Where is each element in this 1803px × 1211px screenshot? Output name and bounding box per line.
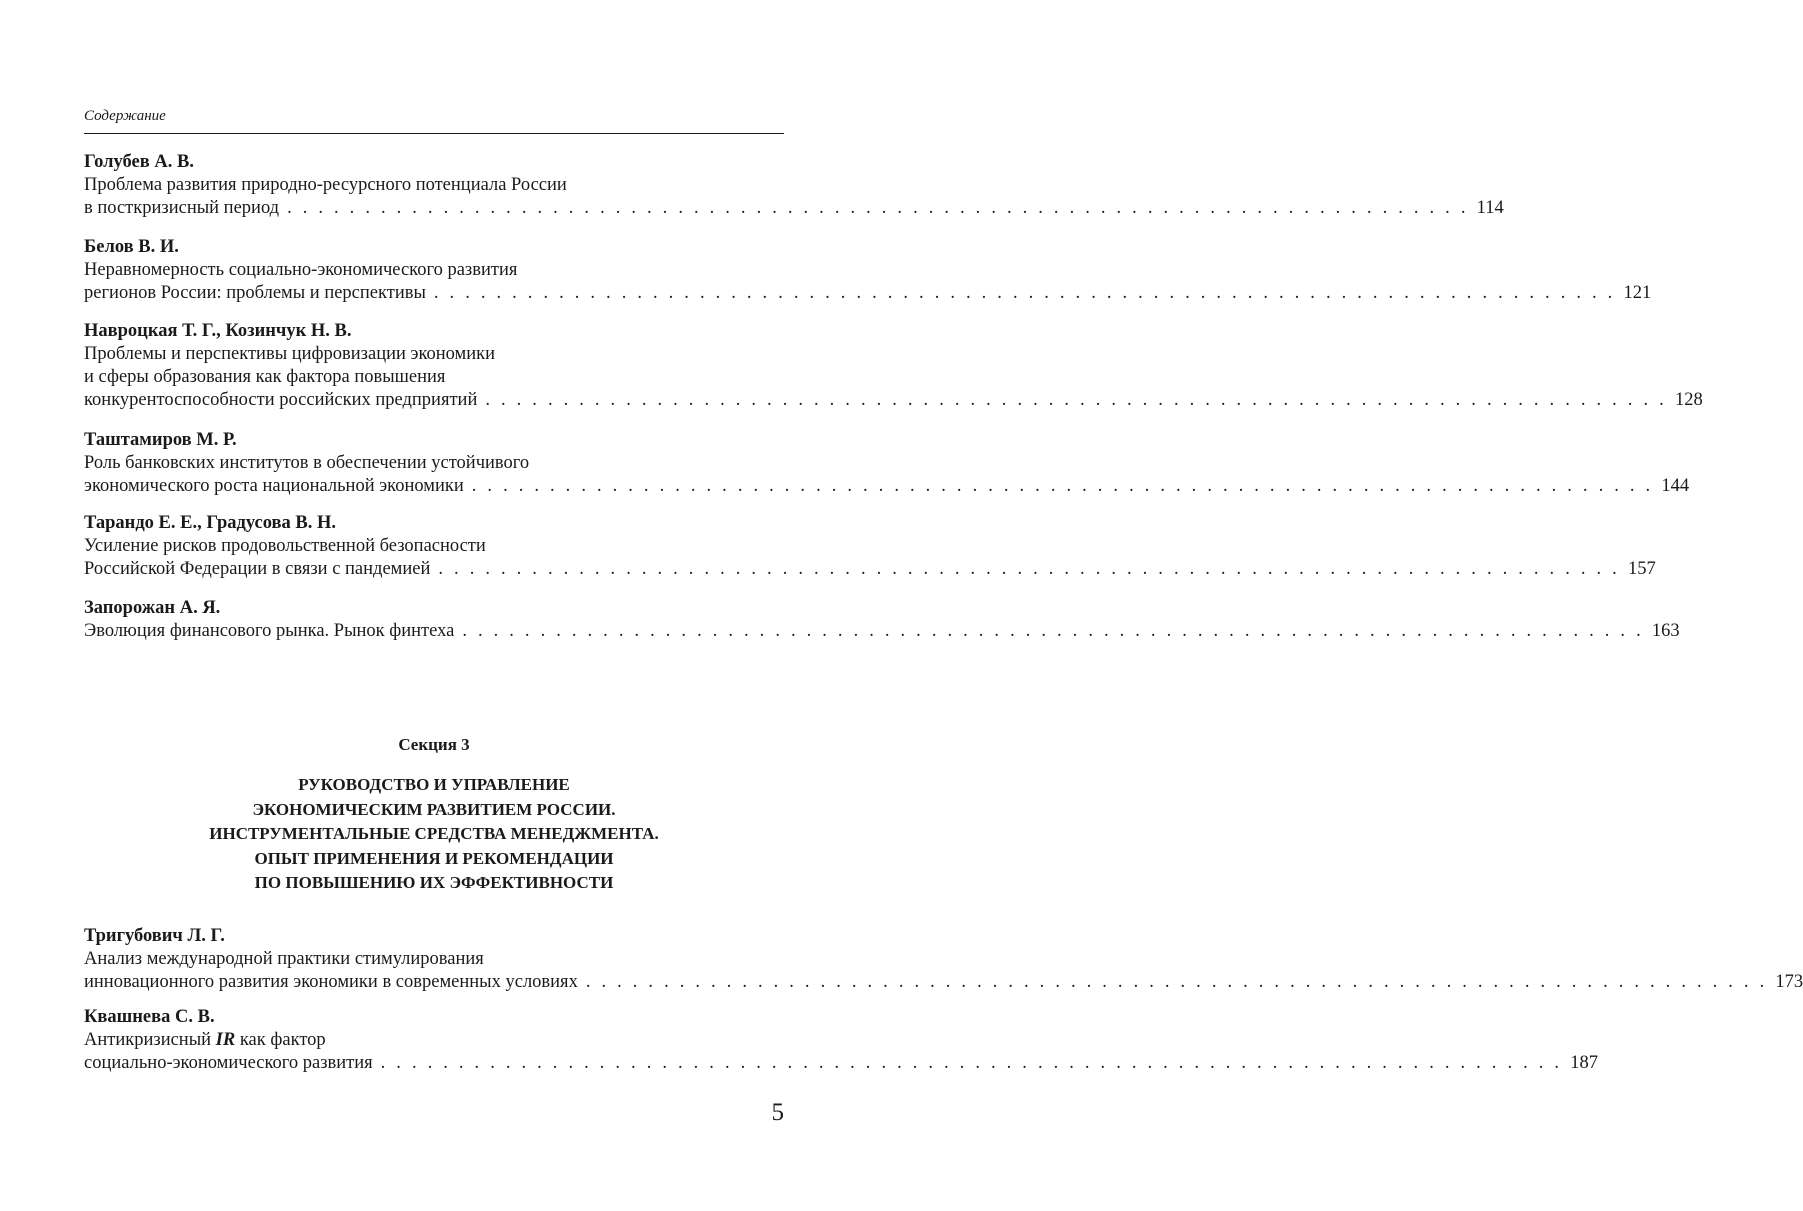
leader-dots: . . . . . . . . . . . . . . . . . . . . . . . . . . . . . . . . . . . . . . . . . . . . . . . . . . . . . . . . . . . . . . . . . . . . . . . . . . . . xyxy=(485,390,1667,410)
entry-title-line: Неравномерность социально-экономического развития xyxy=(84,260,518,280)
toc-entry xyxy=(84,236,1652,305)
leader-dots: . . . . . . . . . . . . . . . . . . . . . . . . . . . . . . . . . . . . . . . . . . . . . . . . . . . . . . . . . . . . . . . . . . . . . . . . . . . . xyxy=(438,559,1620,579)
entry-title-line: социально-экономического развития xyxy=(84,1053,373,1073)
entry-title-line: регионов России: проблемы и перспективы xyxy=(84,283,426,303)
section-title-line: ЭКОНОМИЧЕСКИМ РАЗВИТИЕМ РОССИИ. xyxy=(252,799,616,819)
running-head: Содержание xyxy=(84,108,166,124)
entry-title-line: Проблема развития природно-ресурсного потенциала России xyxy=(84,175,567,195)
section-title-line: ИНСТРУМЕНТАЛЬНЫЕ СРЕДСТВА МЕНЕДЖМЕНТА. xyxy=(209,824,659,843)
entry-last-line xyxy=(84,282,1652,305)
entry-title-line: Российской Федерации в связи с пандемией xyxy=(84,559,431,579)
entry-page-number: 173 xyxy=(1775,972,1803,992)
leader-dots: . . . . . . . . . . . . . . . . . . . . . . . . . . . . . . . . . . . . . . . . . . . . . . . . . . . . . . . . . . . . . . . . . . . . . . . . . . . . xyxy=(287,198,1469,218)
entry-last-line xyxy=(84,197,1504,220)
entry-title-line xyxy=(84,1029,784,1052)
entry-title-line: Усиление рисков продовольственной безопасности xyxy=(84,536,486,556)
entry-title-line: инновационного развития экономики в современных условиях xyxy=(84,972,578,992)
entry-author: Тригубович Л. Г. xyxy=(84,926,225,946)
entry-title-line: Роль банковских институтов в обеспечении устойчивого xyxy=(84,453,530,473)
entry-title-suffix: как фактор xyxy=(235,1030,326,1050)
leader-dots: . . . . . . . . . . . . . . . . . . . . . . . . . . . . . . . . . . . . . . . . . . . . . . . . . . . . . . . . . . . . . . . . . . . . . . . . . . . . xyxy=(462,621,1644,641)
toc-entry xyxy=(84,597,1680,643)
entry-last-line xyxy=(84,1052,1598,1075)
entry-author: Запорожан А. Я. xyxy=(84,598,221,618)
section-title-line: ОПЫТ ПРИМЕНЕНИЯ И РЕКОМЕНДАЦИИ xyxy=(254,848,614,868)
toc-entry xyxy=(84,925,1803,994)
entry-author: Голубев А. В. xyxy=(84,152,194,172)
entry-author: Навроцкая Т. Г., Козинчук Н. В. xyxy=(84,321,352,341)
entry-author: Белов В. И. xyxy=(84,237,179,257)
entry-author: Квашнева С. В. xyxy=(84,1007,215,1027)
leader-dots: . . . . . . . . . . . . . . . . . . . . . . . . . . . . . . . . . . . . . . . . . . . . . . . . . . . . . . . . . . . . . . . . . . . . . . . . . . . . xyxy=(380,1053,1563,1073)
entry-page-number: 121 xyxy=(1623,283,1652,303)
entry-title-line: и сферы образования как фактора повышения xyxy=(84,367,446,387)
toc-entry xyxy=(84,512,1656,581)
entry-title-prefix: Антикризисный xyxy=(84,1030,216,1050)
entry-page-number: 187 xyxy=(1570,1053,1598,1073)
section-label: Секция 3 xyxy=(398,735,470,754)
entry-title-line: экономического роста национальной экономики xyxy=(84,476,464,496)
entry-last-line xyxy=(84,971,1803,994)
entry-last-line xyxy=(84,558,1656,581)
entry-page-number: 114 xyxy=(1476,198,1504,218)
toc-entry xyxy=(84,1006,1598,1075)
entry-title-line: Проблемы и перспективы цифровизации экономики xyxy=(84,344,496,364)
entry-page-number: 128 xyxy=(1674,390,1703,410)
leader-dots: . . . . . . . . . . . . . . . . . . . . . . . . . . . . . . . . . . . . . . . . . . . . . . . . . . . . . . . . . . . . . . . . . . . . . . . . . . . . xyxy=(471,476,1654,496)
toc-entry xyxy=(84,151,1504,220)
entry-page-number: 163 xyxy=(1651,621,1680,641)
leader-dots: . . . . . . . . . . . . . . . . . . . . . . . . . . . . . . . . . . . . . . . . . . . . . . . . . . . . . . . . . . . . . . . . . . . . . . . . . . . . xyxy=(433,283,1616,303)
entry-title-line: Эволюция финансового рынка. Рынок финтеха xyxy=(84,621,455,641)
header-rule xyxy=(84,133,784,134)
entry-last-line xyxy=(84,620,1680,643)
entry-last-line xyxy=(84,389,1703,412)
entry-title-line: Анализ международной практики стимулирования xyxy=(84,949,484,969)
section-title-line: РУКОВОДСТВО И УПРАВЛЕНИЕ xyxy=(298,775,570,794)
leader-dots: . . . . . . . . . . . . . . . . . . . . . . . . . . . . . . . . . . . . . . . . . . . . . . . . . . . . . . . . . . . . . . . . . . . . . . . . . . . . xyxy=(585,972,1768,992)
entry-author: Таштамиров М. Р. xyxy=(84,430,237,450)
entry-page-number: 144 xyxy=(1661,476,1690,496)
section-title-line: ПО ПОВЫШЕНИЮ ИХ ЭФФЕКТИВНОСТИ xyxy=(254,873,614,892)
entry-author: Тарандо Е. Е., Градусова В. Н. xyxy=(84,513,337,533)
entry-title-line: конкурентоспособности российских предприятий xyxy=(84,390,478,410)
page-folio: 5 xyxy=(771,1099,784,1126)
toc-entry xyxy=(84,320,1703,412)
entry-page-number: 157 xyxy=(1627,559,1656,579)
entry-title-emphasis: IR xyxy=(215,1030,236,1050)
section-title xyxy=(84,773,784,896)
entry-last-line xyxy=(84,475,1690,498)
entry-title-line: в посткризисный период xyxy=(84,198,280,218)
toc-entry xyxy=(84,429,1690,498)
